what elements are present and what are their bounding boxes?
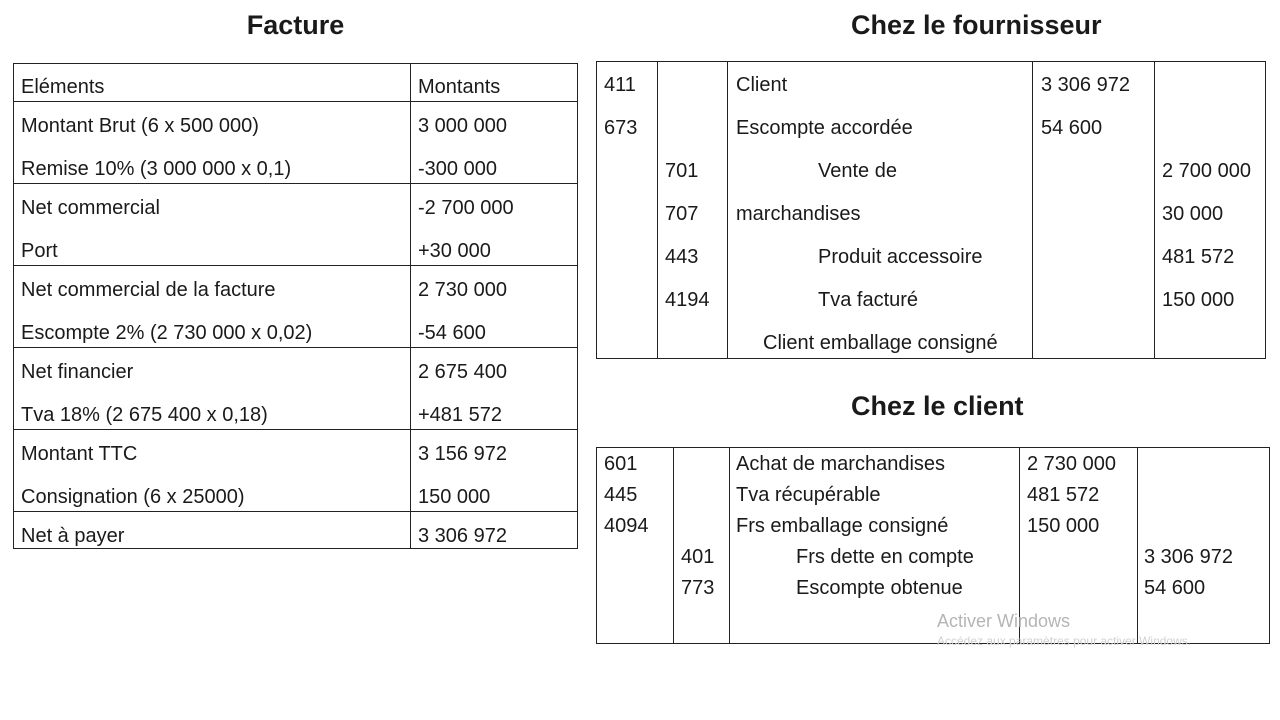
- facture-title: Facture: [246, 10, 345, 40]
- row-amount: 2 730 000: [418, 279, 507, 301]
- row-divider: [14, 101, 577, 102]
- row-label: Consignation (6 x 25000): [21, 486, 245, 508]
- entry-label: Frs dette en compte: [796, 546, 974, 568]
- table-row: [14, 433, 577, 476]
- client-title: Chez le client: [851, 391, 1024, 421]
- row-amount: 150 000: [418, 486, 491, 508]
- header-montants: Montants: [418, 76, 501, 98]
- row-divider: [14, 511, 577, 512]
- debit-amount: 150 000: [1027, 515, 1100, 537]
- row-amount: 3 000 000: [418, 115, 507, 137]
- table-header-row: [14, 66, 577, 109]
- entry-label: Escompte obtenue: [796, 577, 963, 599]
- entry-label: Tva récupérable: [736, 484, 881, 506]
- entry-label: Escompte accordée: [736, 117, 913, 139]
- credit-account: 443: [665, 246, 699, 268]
- table-row: [14, 105, 577, 148]
- debit-amount: 481 572: [1027, 484, 1100, 506]
- entry-label: Client emballage consigné: [763, 332, 998, 354]
- column-divider: [727, 62, 728, 358]
- row-label: Tva 18% (2 675 400 x 0,18): [21, 404, 268, 426]
- debit-account: 411: [604, 74, 636, 96]
- row-amount: +481 572: [418, 404, 502, 426]
- credit-amount: 481 572: [1162, 246, 1235, 268]
- row-divider: [14, 183, 577, 184]
- credit-account: 707: [665, 203, 699, 225]
- entry-label: Frs emballage consigné: [736, 515, 949, 537]
- row-divider: [14, 347, 577, 348]
- table-row: [14, 230, 577, 273]
- entry-label: marchandises: [736, 203, 861, 225]
- client-journal: [596, 447, 1270, 644]
- entry-label: Achat de marchandises: [736, 453, 946, 475]
- entry-label: Vente de: [818, 160, 897, 182]
- column-divider: [1137, 448, 1138, 643]
- activation-watermark-subtitle: Accédez aux paramètres pour activer Windows.: [937, 634, 1192, 648]
- row-label: Montant Brut (6 x 500 000): [21, 115, 259, 137]
- row-amount: -300 000: [418, 158, 497, 180]
- row-amount: 3 156 972: [418, 443, 507, 465]
- entry-label: Produit accessoire: [818, 246, 983, 268]
- row-amount: 2 675 400: [418, 361, 507, 383]
- column-divider: [729, 448, 730, 643]
- table-row: [14, 394, 577, 437]
- column-divider: [1154, 62, 1155, 358]
- row-label: Remise 10% (3 000 000 x 0,1): [21, 158, 292, 180]
- facture-table: [13, 63, 578, 549]
- row-label: Montant TTC: [21, 443, 138, 465]
- header-elements: Eléments: [21, 76, 105, 98]
- debit-account: 4094: [604, 515, 649, 537]
- table-row: [14, 312, 577, 355]
- row-label: Net financier: [21, 361, 134, 383]
- row-label: Net commercial: [21, 197, 160, 219]
- row-amount: -54 600: [418, 322, 486, 344]
- column-divider: [673, 448, 674, 643]
- credit-account: 401: [681, 546, 715, 568]
- entry-label: Tva facturé: [818, 289, 919, 311]
- credit-amount: 150 000: [1162, 289, 1235, 311]
- table-row: [14, 269, 577, 312]
- entry-label: Client: [736, 74, 788, 96]
- credit-account: 773: [681, 577, 715, 599]
- column-divider: [657, 62, 658, 358]
- table-row: [14, 187, 577, 230]
- row-label: Escompte 2% (2 730 000 x 0,02): [21, 322, 313, 344]
- row-amount: 3 306 972: [418, 525, 507, 547]
- row-divider: [14, 265, 577, 266]
- debit-amount: 2 730 000: [1027, 453, 1116, 475]
- debit-account: 601: [604, 453, 638, 475]
- debit-account: 445: [604, 484, 638, 506]
- table-row: [14, 476, 577, 519]
- table-row: [14, 148, 577, 191]
- debit-amount: 3 306 972: [1041, 74, 1130, 96]
- column-divider: [1032, 62, 1033, 358]
- credit-amount: 30 000: [1162, 203, 1224, 225]
- credit-amount: 2 700 000: [1162, 160, 1251, 182]
- credit-amount: 3 306 972: [1144, 546, 1233, 568]
- row-divider: [14, 429, 577, 430]
- row-label: Net commercial de la facture: [21, 279, 276, 301]
- activation-watermark: Activer Windows: [937, 611, 1071, 631]
- row-amount: +30 000: [418, 240, 491, 262]
- credit-amount: 54 600: [1144, 577, 1206, 599]
- fournisseur-journal: [596, 61, 1266, 359]
- row-amount: -2 700 000: [418, 197, 514, 219]
- fournisseur-title: Chez le fournisseur: [851, 10, 1102, 40]
- table-row: [14, 351, 577, 394]
- row-label: Port: [21, 240, 58, 262]
- credit-account: 701: [665, 160, 699, 182]
- table-row-total: [14, 515, 577, 558]
- debit-account: 673: [604, 117, 638, 139]
- row-label: Net à payer: [21, 525, 125, 547]
- debit-amount: 54 600: [1041, 117, 1103, 139]
- credit-account: 4194: [665, 289, 710, 311]
